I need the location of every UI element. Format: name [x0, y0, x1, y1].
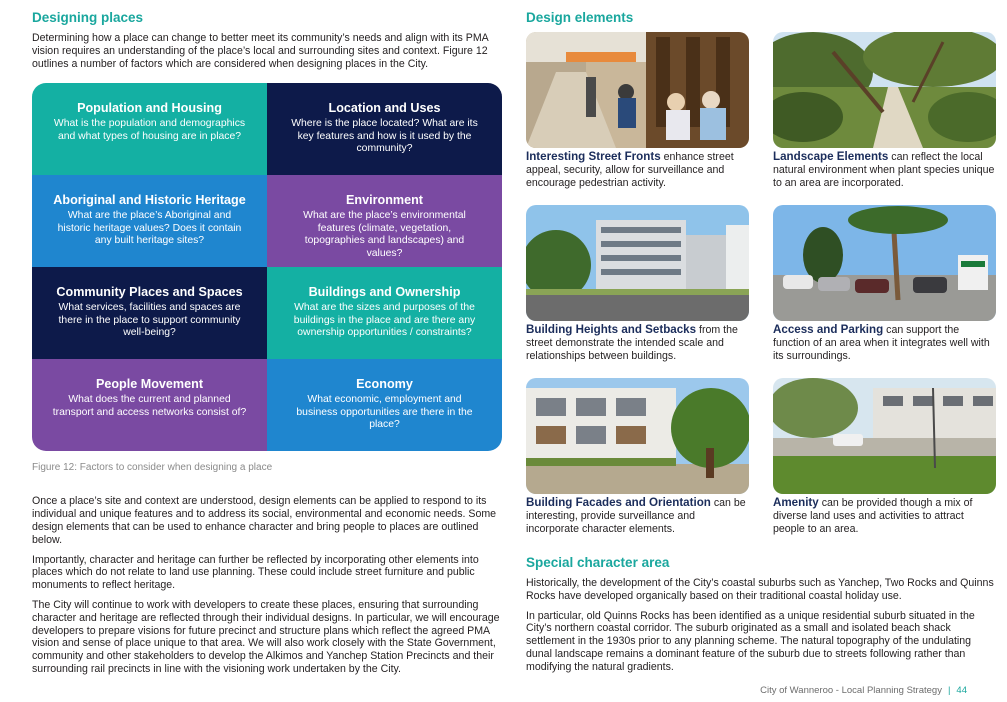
- amenity-photo: [773, 378, 996, 494]
- design-elements-grid: [526, 32, 996, 551]
- factor-economy: [267, 359, 502, 451]
- factor-description: What is the population and demographics and what types of housing are in place?: [53, 118, 246, 142]
- special-character-section: [526, 555, 996, 674]
- element-text: can be interesting, provide surveillance and incorporate character elements.: [526, 497, 746, 535]
- intro-paragraph: Determining how a place can change to better meet its community’s needs and align with its PMA vision requires an understanding of the place’s local and surrounding sites and context. Figure 12 outlines a number of factors which are considered when designing places in the City.: [32, 32, 489, 70]
- factor-location-uses: [267, 83, 502, 175]
- factor-description: What services, facilities and spaces are there in the place to support community well-being?: [58, 302, 241, 339]
- building-facades-photo: [526, 378, 749, 494]
- landscape-photo: [773, 32, 996, 148]
- factor-description: What economic, employment and business opportunities are there in the place?: [296, 394, 473, 431]
- element-building-heights: [526, 205, 749, 378]
- element-description: [773, 324, 996, 362]
- element-text: from the street demonstrate the intended scale and relationships between buildings.: [526, 324, 738, 362]
- access-parking-photo: [773, 205, 996, 321]
- factor-buildings-ownership: [267, 267, 502, 359]
- factor-title: Population and Housing: [77, 101, 222, 116]
- footer-separator: |: [947, 685, 951, 696]
- document-title: City of Wanneroo - Local Planning Strategy: [760, 685, 942, 696]
- element-title: Building Heights and Setbacks: [526, 323, 697, 336]
- element-description: [526, 497, 749, 535]
- factor-description: What are the sizes and purposes of the buildings in the place and are there any ownership opportunities / constraints?: [293, 302, 476, 339]
- factor-title: Buildings and Ownership: [308, 285, 461, 300]
- factor-title: Economy: [356, 377, 413, 392]
- body-paragraph: Historically, the development of the City’s coastal suburbs such as Yanchep, Two Rocks and Quinns Rocks have developed organically based on their traditional coastal holiday use.: [526, 577, 994, 602]
- element-description: [773, 151, 996, 189]
- factor-people-movement: [32, 359, 267, 451]
- element-description: [526, 324, 749, 362]
- factor-title: Aboriginal and Historic Heritage: [53, 193, 246, 208]
- page-footer: [760, 685, 967, 696]
- factor-description: Where is the place located? What are its key features and how is it used by the community?: [291, 118, 478, 155]
- element-amenity: [773, 378, 996, 551]
- figure-caption: Figure 12: Factors to consider when designing a place: [32, 462, 273, 474]
- left-column: [32, 8, 502, 683]
- element-title: Access and Parking: [773, 323, 884, 336]
- building-heights-photo: [526, 205, 749, 321]
- factor-aboriginal-heritage: [32, 175, 267, 267]
- element-title: Landscape Elements: [773, 150, 889, 163]
- factor-description: What are the place’s Aboriginal and historic heritage values? Does it contain any built heritage sites?: [57, 210, 242, 247]
- element-description: [526, 151, 749, 189]
- page-number: 44: [956, 685, 967, 696]
- special-character-heading: Special character area: [526, 555, 670, 570]
- designing-places-heading: Designing places: [32, 10, 144, 25]
- body-paragraph: Importantly, character and heritage can further be reflected by incorporating other elements into places which do not relate to land use planning. These could include street furniture and public monuments to reflect heritage.: [32, 553, 479, 592]
- element-landscape: [773, 32, 996, 205]
- factor-title: Environment: [346, 193, 423, 208]
- body-paragraph: Once a place’s site and context are understood, design elements can be applied to respond to its individual and unique features and to address its social, environmental and economic needs. Some design elements that can be used to enhance character and bring people to places are outlined below.: [32, 495, 497, 546]
- element-access-parking: [773, 205, 996, 378]
- element-text: enhance street appeal, security, allow for surveillance and encourage pedestrian activity.: [526, 151, 734, 189]
- element-street-fronts: [526, 32, 749, 205]
- street-fronts-photo: [526, 32, 749, 148]
- body-paragraph: In particular, old Quinns Rocks has been identified as a unique residential suburb situated in the City’s northern coastal corridor. The suburb originated as a small and isolated beach shack settlement in the 1930s prior to any planning scheme. The natural topography of the undulating dunal landscape remains a dominant feature of the suburb due to streets following rather than modifying the natural gradients.: [526, 609, 975, 673]
- factor-population-housing: [32, 83, 267, 175]
- factor-description: What are the place’s environmental features (climate, vegetation, topographies and landscapes) and values?: [303, 210, 466, 259]
- factor-community-places: [32, 267, 267, 359]
- factor-title: Location and Uses: [328, 101, 441, 116]
- factor-title: People Movement: [95, 377, 204, 392]
- element-description: [773, 497, 996, 535]
- factor-description: What does the current and planned transport and access networks consist of?: [52, 394, 247, 418]
- element-title: Interesting Street Fronts: [526, 150, 661, 163]
- factor-environment: [267, 175, 502, 267]
- factors-figure: [32, 83, 502, 451]
- element-title: Amenity: [773, 496, 819, 509]
- factor-title: Community Places and Spaces: [56, 285, 243, 300]
- element-text: can reflect the local natural environment when plant species unique to an area are incorporated.: [773, 151, 995, 189]
- element-building-facades: [526, 378, 749, 551]
- body-paragraph: The City will continue to work with developers to create these places, ensuring that surrounding character and heritage are reflected through their individual designs. In particular, we will encourage developers to prepare visions for future precinct and structure plans which reflect the agreed PMA vision and sense of place unique to that area. We will also work closely with the State Government, community and other stakeholders to develop the Alkimos and Yanchep Station Precincts and their surrounding rail precincts in line with the visioning work undertaken by the City.: [32, 598, 500, 675]
- element-text: can support the function of an area when it integrates well with its surroundings.: [773, 324, 990, 362]
- design-elements-heading: Design elements: [526, 10, 634, 25]
- right-column: [526, 8, 996, 681]
- element-title: Building Facades and Orientation: [526, 496, 711, 509]
- element-text: can be provided though a mix of diverse land uses and activities to attract people to an area.: [773, 497, 973, 535]
